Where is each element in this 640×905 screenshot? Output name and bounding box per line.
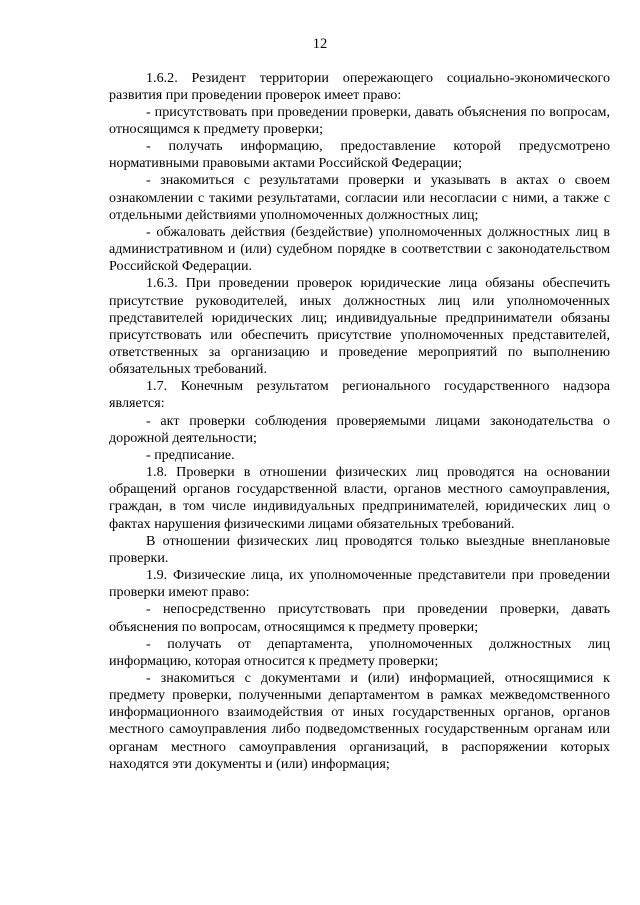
paragraph-1-6-2: 1.6.2. Резидент территории опережающего социально-экономического развития при проведении проверок имеет право:: [109, 69, 610, 103]
list-item-receive-from-department: - получать от департамента, уполномоченных должностных лиц информацию, которая относится к предмету проверки;: [109, 635, 610, 669]
list-item-inspection-act: - акт проверки соблюдения проверяемыми лицами законодательства о дорожной деятельности;: [109, 412, 610, 446]
body-text: [109, 70, 610, 773]
list-item-review-documents: - знакомиться с документами и (или) информацией, относящимися к предмету проверки, полученными департаментом в рамках межведомственного информационного взаимодействия от иных государственных органов, органов местного самоуправления либо подведомственных государственным органам или органам местного самоуправления организаций, в распоряжении которых находятся эти документы и (или) информация;: [109, 669, 610, 772]
paragraph-1-7: 1.7. Конечным результатом регионального государственного надзора является:: [109, 378, 610, 412]
list-item-attend-directly: - непосредственно присутствовать при проведении проверки, давать объяснения по вопросам, относящимся к предмету проверки;: [109, 601, 610, 635]
page-number: 12: [312, 36, 328, 52]
list-item-attend-inspection: - присутствовать при проведении проверки, давать объяснения по вопросам, относящимся к предмету проверки;: [109, 103, 610, 137]
paragraph-1-8: 1.8. Проверки в отношении физических лиц проводятся на основании обращений органов государственной власти, органов местного самоуправления, граждан, в том числе индивидуальных предпринимателей, юридических лиц о фактах нарушения физическими лицами обязательных требований.: [109, 464, 610, 532]
list-item-appeal-actions: - обжаловать действия (бездействие) уполномоченных должностных лиц в административном и (или) судебном порядке в соответствии с законодательством Российской Федерации.: [109, 223, 610, 275]
paragraph-1-6-3: 1.6.3. При проведении проверок юридические лица обязаны обеспечить присутствие руководителей, иных должностных лиц или уполномоченных представителей юридических лиц; индивидуальные предприниматели обязаны присутствовать или обеспечить присутствие уполномоченных представителей, ответственных за организацию и проведение мероприятий по выполнению обязательных требований.: [109, 275, 610, 378]
paragraph-1-9: 1.9. Физические лица, их уполномоченные представители при проведении проверки имеют право:: [109, 567, 610, 601]
list-item-review-results: - знакомиться с результатами проверки и указывать в актах о своем ознакомлении с такими результатами, согласии или несогласии с ними, а также с отдельными действиями уполномоченных должностных лиц;: [109, 172, 610, 223]
list-item-order: - предписание.: [146, 446, 235, 463]
list-item-receive-information: - получать информацию, предоставление которой предусмотрено нормативными правовыми актами Российской Федерации;: [109, 138, 610, 172]
paragraph-individuals-inspections: В отношении физических лиц проводятся только выездные внеплановые проверки.: [109, 532, 610, 566]
